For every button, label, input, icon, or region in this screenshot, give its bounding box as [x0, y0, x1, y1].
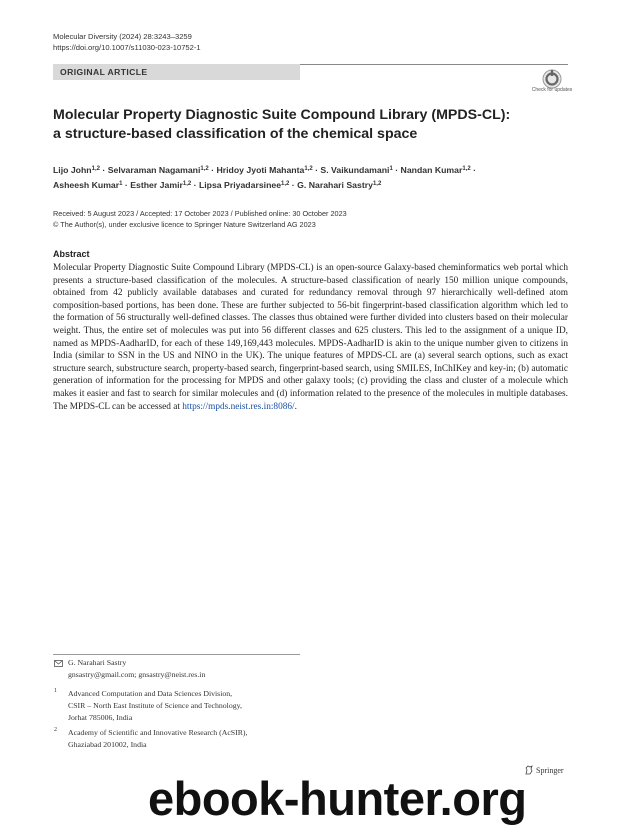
publisher-mark — [524, 765, 564, 775]
copyright-notice: © The Author(s), under exclusive licence to Springer Nature Switzerland AG 2023 — [53, 220, 316, 229]
author-affiliation: 1,2 — [281, 181, 290, 187]
affiliation-line: Jorhat 785006, India — [68, 713, 133, 722]
article-type-banner — [53, 64, 300, 80]
history-dates: Received: 5 August 2023 / Accepted: 17 October 2023 / Published online: 30 October 2023 — [53, 209, 347, 218]
affiliation-number: 2 — [54, 727, 57, 733]
publication-dates — [53, 208, 347, 230]
affiliation-line: Academy of Scientific and Innovative Research (AcSIR), — [68, 728, 248, 737]
author-name[interactable]: Esther Jamir — [130, 180, 183, 190]
affiliation-number: 1 — [54, 688, 57, 694]
author-affiliation: 1 — [389, 166, 393, 172]
check-for-updates-label: Check for updates — [531, 87, 573, 93]
journal-header — [53, 31, 201, 53]
author-name[interactable]: Lipsa Priyadarsinee — [198, 180, 282, 190]
author-affiliation: 1,2 — [304, 166, 313, 172]
author-affiliation: 1,2 — [372, 181, 382, 187]
title-line-1: Molecular Property Diagnostic Suite Compound Library (MPDS-CL): — [53, 107, 511, 123]
author-name[interactable]: Selvaraman Nagamani — [107, 165, 201, 175]
envelope-icon — [54, 660, 63, 667]
abstract-end: . — [294, 401, 297, 412]
journal-citation: Molecular Diversity (2024) 28:3243–3259 — [53, 32, 192, 41]
affiliation-line: Advanced Computation and Data Sciences Division, — [68, 689, 233, 698]
affiliation-line: Ghaziabad 201002, India — [68, 740, 147, 749]
affiliation-1 — [68, 688, 242, 724]
paper-title — [53, 106, 553, 144]
header-rule — [300, 64, 568, 65]
affiliation-2 — [68, 727, 247, 751]
article-type-label: ORIGINAL ARTICLE — [60, 67, 148, 77]
author-line-1: Lijo John$^{1,2}$ · Selvaraman Nagamani$^{1,2}$ · Hridoy Jyoti Mahanta$^{1,2}$ · S. Vaikundamani$^1$ · Nandan Kumar$^{1,2}$ · — [53, 165, 476, 175]
author-affiliation: 1,2 — [91, 166, 100, 172]
corresponding-author-email[interactable]: gnsastry@gmail.com; gnsastry@neist.res.in — [68, 670, 206, 679]
author-affiliation: 1,2 — [182, 181, 192, 187]
author-line-2: Asheesh Kumar$^1$ · Esther Jamir$^{1,2}$ · Lipsa Priyadarsinee$^{1,2}$ · G. Narahari Sastry$^{1,2}$ — [53, 180, 382, 190]
author-affiliation: 1,2 — [200, 166, 209, 172]
abstract-text: Molecular Property Diagnostic Suite Compound Library (MPDS-CL) is an open-source Galaxy-based cheminformatics web portal which presents a structure-based classification of the molecules. A structure-based classification of nearly 150 million unique compounds, obtained from 42 publicly available databases and curated for redundancy removal through 97 hierarchically well-defined atom composition-based portions, has been done. These are further subjected to 56-bit fingerprint-based classification algorithm which led to the formation of 56 structurally well-defined classes. The classes thus obtained were further divided into clusters based on their molecular weight. Thus, the entire set of molecules was put into 56 different classes and 625 clusters. This led to the assignment of a unique ID, named as MPDS-AadharID, for each of these 149,169,443 molecules. MPDS-AadharID is akin to the unique number given to citizens in India (similar to SSN in the US and NINO in the UK). The unique features of MPDS-CL are (a) several search options, such as exact structure search, substructure search, property-based search, fingerprint-based search, using SMILES, InChIKey and key-in; (b) automatic generation of information for the processing for MPDS and other galaxy tools; (c) providing the class and cluster of a molecule which makes it easier and fast to search for similar molecules and (d) information related to the presence of the molecules in multiple databases. The MPDS-CL can be accessed at — [53, 263, 568, 412]
author-name[interactable]: Nandan Kumar — [400, 165, 463, 175]
footnote-rule — [53, 654, 300, 655]
abstract-heading: Abstract — [53, 249, 90, 259]
author-name[interactable]: Lijo John — [53, 165, 92, 175]
author-name[interactable]: G. Narahari Sastry — [297, 180, 373, 190]
author-name[interactable]: Hridoy Jyoti Mahanta — [216, 165, 305, 175]
watermark-text: ebook-hunter.org — [148, 772, 527, 825]
author-name[interactable]: Asheesh Kumar — [53, 180, 120, 190]
mpds-link[interactable]: https://mpds.neist.res.in:8086/ — [182, 401, 295, 412]
journal-doi[interactable]: https://doi.org/10.1007/s11030-023-10752-1 — [53, 43, 201, 52]
publisher-name: Springer — [536, 766, 564, 775]
abstract-body — [53, 262, 568, 413]
affiliation-line: CSIR – North East Institute of Science and Technology, — [68, 701, 242, 710]
author-affiliation: 1 — [119, 181, 123, 187]
check-for-updates-icon[interactable] — [536, 68, 568, 100]
title-line-2: a structure-based classification of the chemical space — [53, 126, 418, 142]
author-affiliation: 1,2 — [462, 166, 471, 172]
corresponding-author-name: G. Narahari Sastry — [68, 658, 127, 667]
author-list — [53, 163, 573, 193]
author-name[interactable]: S. Vaikundamani — [320, 165, 390, 175]
